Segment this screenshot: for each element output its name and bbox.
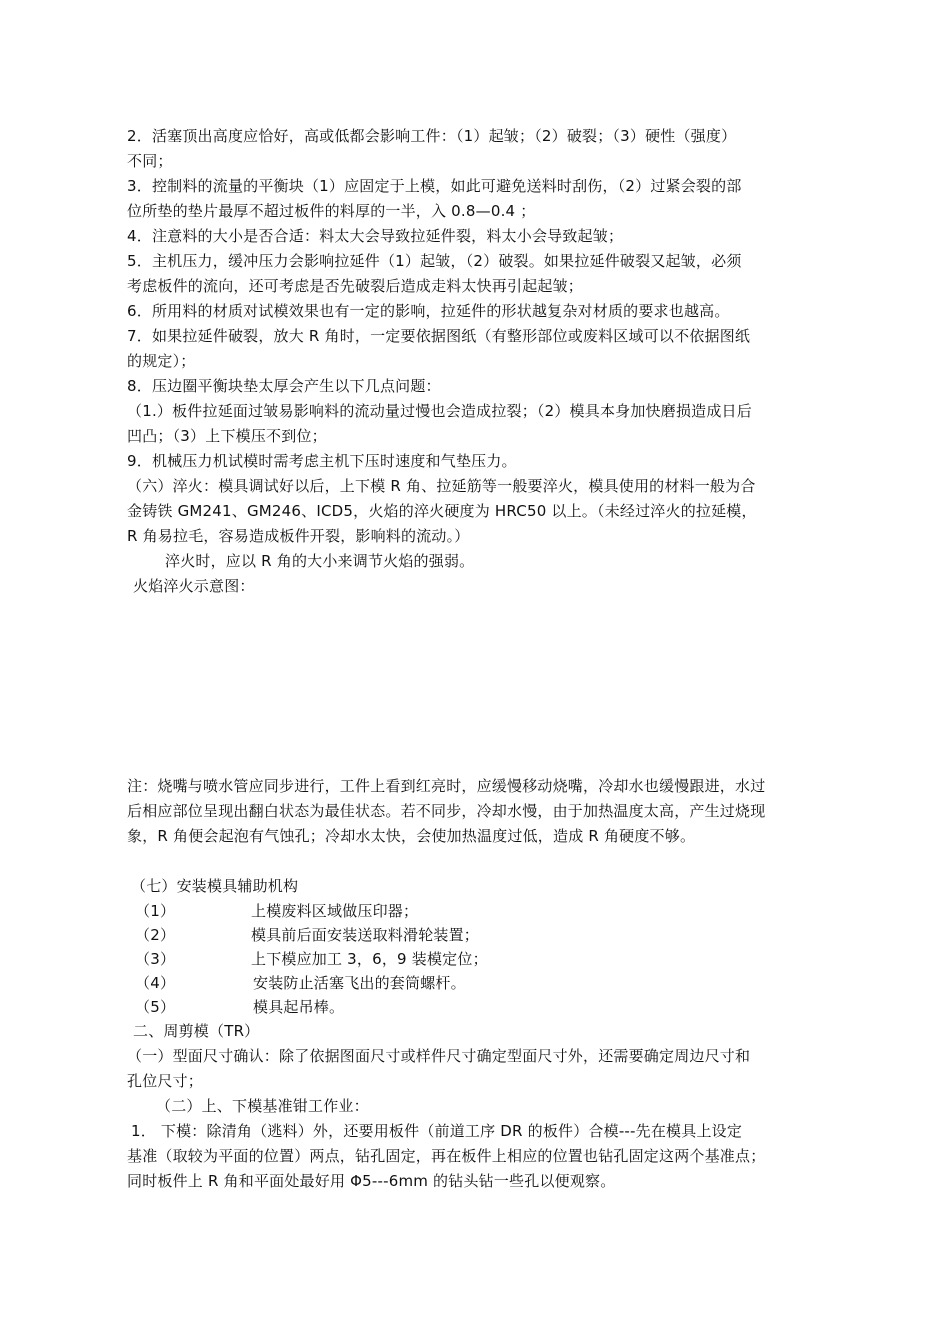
part-2-item-1-line-2: 孔位尺寸； bbox=[127, 1072, 204, 1090]
note-line-2: 后相应部位呈现出翻白状态为最佳状态。若不同步，冷却水慢，由于加热温度太高，产生过烧现 bbox=[127, 802, 766, 820]
item-3-line-1: 3．控制料的流量的平衡块（1）应固定于上模，如此可避免送料时刮伤，（2）过紧会裂的部 bbox=[127, 177, 742, 195]
item-8-sub-line-2: 凹凸；（3）上下模压不到位； bbox=[127, 427, 327, 445]
part-2-title: 二、周剪模（TR） bbox=[133, 1022, 260, 1040]
item-6: 6．所用料的材质对试模效果也有一定的影响，拉延件的形状越复杂对材质的要求也越高。 bbox=[127, 302, 730, 320]
section-7-title: （七）安装模具辅助机构 bbox=[131, 877, 299, 895]
part-2-item-2: （二）上、下模基准钳工作业： bbox=[156, 1097, 369, 1115]
item-8-sub-line-1: （1.）板件拉延面过皱易影响料的流动量过慢也会造成拉裂；（2）模具本身加快磨损造成日后 bbox=[127, 402, 752, 420]
item-4: 4．注意料的大小是否合适：料太大会导致拉延件裂，料太小会导致起皱； bbox=[127, 227, 624, 245]
item-7-line-1: 7．如果拉延件破裂，放大 R 角时，一定要依据图纸（有整形部位或废料区域可以不依据图纸 bbox=[127, 327, 751, 345]
item-5-line-1: 5．主机压力，缓冲压力会影响拉延件（1）起皱，（2）破裂。如果拉延件破裂又起皱，必须 bbox=[127, 252, 742, 270]
item-2-line-1: 2．活塞顶出高度应恰好，高或低都会影响工件：（1）起皱；（2）破裂；（3）硬性（强度） bbox=[127, 127, 737, 145]
item-9: 9．机械压力机试模时需考虑主机下压时速度和气垫压力。 bbox=[127, 452, 517, 470]
list-item-number: （1） bbox=[135, 902, 176, 920]
list-item-number: （4） bbox=[135, 974, 176, 992]
list-item-text: 模具前后面安装送取料滑轮装置； bbox=[251, 926, 480, 944]
part-2-step-1-line-3: 同时板件上 R 角和平面处最好用 Φ5---6mm 的钻头钻一些孔以便观察。 bbox=[127, 1172, 616, 1190]
list-item bbox=[135, 923, 840, 947]
part-2-step-1-line-2: 基准（取较为平面的位置）两点，钻孔固定，再在板件上相应的位置也钻孔固定这两个基准点； bbox=[127, 1147, 766, 1165]
note-line-3: 象，R 角便会起泡有气蚀孔；冷却水太快，会使加热温度过低，造成 R 角硬度不够。 bbox=[127, 827, 696, 845]
quench-note: 淬火时，应以 R 角的大小来调节火焰的强弱。 bbox=[165, 552, 475, 570]
list-item-text: 模具起吊棒。 bbox=[253, 998, 345, 1016]
part-2-item-1-line-1: （一）型面尺寸确认：除了依据图面尺寸或样件尺寸确定型面尺寸外，还需要确定周边尺寸和 bbox=[127, 1047, 751, 1065]
note-line-1: 注：烧嘴与喷水管应同步进行，工件上看到红亮时，应缓慢移动烧嘴，冷却水也缓慢跟进，水过 bbox=[127, 777, 766, 795]
list-item-number: （3） bbox=[135, 950, 176, 968]
quench-line-1: （六）淬火：模具调试好以后，上下模 R 角、拉延筋等一般要淬火，模具使用的材料一般为合 bbox=[127, 477, 756, 495]
figure-caption: 火焰淬火示意图： bbox=[133, 577, 255, 595]
list-item bbox=[135, 995, 840, 1019]
item-3-line-2: 位所垫的垫片最厚不超过板件的料厚的一半，入 0.8—0.4 ； bbox=[127, 202, 536, 220]
list-item-text: 上模废料区域做压印器； bbox=[251, 902, 419, 920]
quench-line-3: R 角易拉毛，容易造成板件开裂，影响料的流动。） bbox=[127, 527, 470, 545]
item-7-line-2: 的规定）； bbox=[127, 352, 196, 370]
item-5-line-2: 考虑板件的流向，还可考虑是否先破裂后造成走料太快再引起起皱； bbox=[127, 277, 584, 295]
list-item bbox=[135, 899, 840, 923]
item-2-line-2: 不同； bbox=[127, 152, 173, 170]
list-item-number: （5） bbox=[135, 998, 176, 1016]
quench-line-2: 金铸铁 GM241、GM246、ICD5，火焰的淬火硬度为 HRC50 以上。（未经过淬火的拉延模， bbox=[127, 502, 757, 520]
list-item-text: 上下模应加工 3，6，9 装模定位； bbox=[251, 950, 488, 968]
list-item-number: （2） bbox=[135, 926, 176, 944]
list-item bbox=[135, 947, 840, 971]
list-item bbox=[135, 971, 840, 995]
part-2-step-1-line-1: 1． 下模：除清角（逃料）外，还要用板件（前道工序 DR 的板件）合模---先在模具上设定 bbox=[131, 1122, 743, 1140]
list-item-text: 安装防止活塞飞出的套筒螺杆。 bbox=[253, 974, 466, 992]
item-8: 8．压边圈平衡块垫太厚会产生以下几点问题： bbox=[127, 377, 441, 395]
